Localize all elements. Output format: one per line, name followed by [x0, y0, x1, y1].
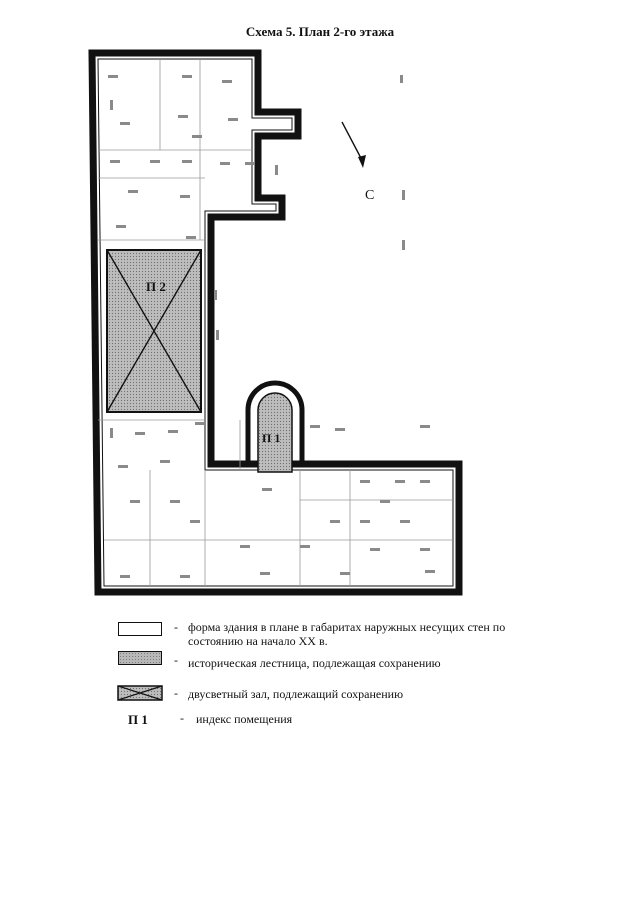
legend-room-index: индекс помещения: [196, 712, 293, 726]
legend-dash: -: [174, 653, 178, 667]
legend-dash: -: [180, 711, 184, 725]
legend-dash: -: [174, 686, 178, 700]
north-arrow-icon: [342, 122, 366, 168]
legend-room-index-sample: П 1: [128, 712, 148, 727]
legend-double-hall: двусветный зал, подлежащий сохранению: [188, 687, 404, 701]
historic-staircase-p1: [248, 383, 302, 472]
page-title: Схема 5. План 2-го этажа: [245, 24, 395, 39]
legend-historic-stair: историческая лестница, подлежащая сохранению: [188, 656, 441, 670]
room-label-p2: П 2: [146, 279, 166, 294]
legend-building-outline: форма здания в плане в габаритах наружных несущих стен по состоянию на начало XX в.: [188, 620, 506, 648]
north-label: С: [365, 188, 375, 203]
legend-swatch-stair: [118, 651, 162, 665]
room-label-p1: П 1: [262, 431, 281, 445]
legend-swatch-cross: [118, 686, 162, 700]
legend-swatch-plain: [118, 622, 162, 636]
double-height-hall-p2: [107, 250, 201, 412]
legend-dash: -: [174, 620, 178, 634]
